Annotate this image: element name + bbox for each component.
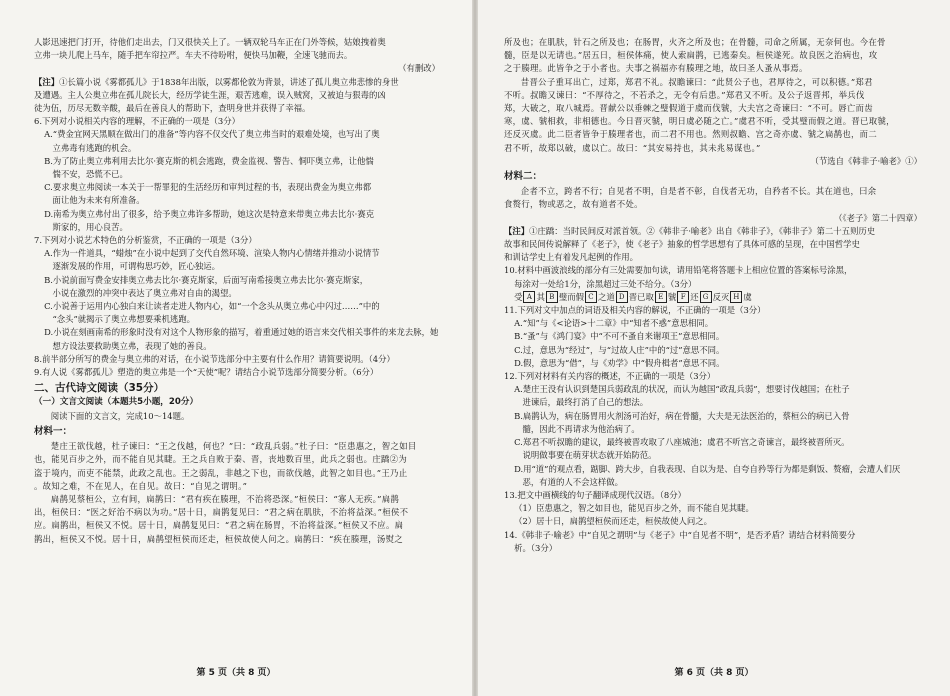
- question-10-stem-cont: 每涂对一处给1分，涂黑超过三处不给分。（3分）: [514, 278, 697, 289]
- answer-slot-h: H: [730, 291, 742, 303]
- question-10-stem: 10.材料中画波浪线的部分有三处需要加句读，请用铅笔将答题卡上相应位置的答案标号涂黑，: [504, 265, 853, 276]
- note-line: 和训诂学史上有着发凡起例的作用。: [504, 252, 638, 263]
- question-9: 9.有人说《雾都孤儿》塑造的奥立弗是一个“天使”呢？请结合小说节选部分简要分析。（6分）: [34, 367, 379, 378]
- classical-line: 楚庄王欲伐越，杜子谏曰：“王之伐越，何也？”曰：“政乱兵弱。”杜子曰：“臣患惠之，智之如目: [50, 441, 417, 452]
- q6-option-c: C.要求奥立弗阅读一本关于一帮罪犯的生活经历和审判过程的书，表现出费金为奥立弗都: [44, 182, 372, 193]
- question-13-stem: 13.把文中画横线的句子翻译成现代汉语。（8分）: [504, 489, 686, 500]
- q7-option-c: C.小说善于运用内心独白来让读者走进人物内心，如“一个念头从奥立弗心中闪过……”中的: [44, 301, 380, 312]
- q6-option-d-cont: 斯家的，用心良苦。: [52, 221, 128, 232]
- q7-option-d-cont: 想方设法要救助奥立弗，表现了她的善良。: [52, 340, 212, 351]
- q11-option-d: D.假，意思为“借”，与《劝学》中“假舟楫者”意思不同。: [514, 357, 725, 368]
- answer-slot-a: A: [523, 291, 535, 303]
- q13-item-2: （2）居十日，扁鹊望桓侯而还走，桓侯故使人问之。: [514, 516, 713, 527]
- q12-option-c-cont: 说明做事要在萌芽状态就开始防范。: [522, 450, 657, 461]
- question-14-cont: 析。（3分）: [514, 542, 558, 553]
- q6-option-b-cont: 惴不安，恐慌不已。: [52, 169, 128, 180]
- answer-slot-b: B: [546, 291, 558, 303]
- q13-item-1: （1）臣患惠之，智之如目也，能见百步之外，而不能自见其睫。: [514, 503, 754, 514]
- section-heading: 二、古代诗文阅读（35分）: [34, 382, 165, 395]
- classical-line: 髓，臣是以无请也。”居五日，桓侯体痛，使人索扁鹊，已逃秦矣。桓侯遂死。故良医之治病也，攻: [504, 50, 878, 61]
- sequence-text: 还: [690, 291, 699, 302]
- classical-line: 也，能见百步之外，而不能自见其睫。王之兵自败于秦、晋，丧地数百里，此兵之弱也。庄蹻②为: [34, 454, 408, 465]
- answer-slot-g: G: [700, 291, 712, 303]
- note-label: 【注】: [504, 225, 530, 236]
- sequence-text: 璧而假: [558, 291, 584, 302]
- note-line: ①长篇小说《雾都孤儿》于1838年出版，以雾都伦敦为背景，讲述了孤儿奥立弗悲惨的身世: [59, 76, 399, 87]
- question-10-answer-sequence: [504, 291, 926, 304]
- sequence-text: 受: [514, 291, 523, 302]
- q6-option-b: B.为了防止奥立弗利用去比尔·赛克斯的机会逃跑，费金监视、警告、恫吓奥立弗，让他惴: [44, 155, 374, 166]
- sequence-text: 虞: [743, 291, 752, 302]
- classical-line: 。故知之难，不在见人，在自见。故曰：“自见之谓明。”: [34, 480, 248, 491]
- q12-option-a: A.楚庄王没有认识到楚国兵弱政乱的状况，而认为越国“政乱兵弱”，想要讨伐越国；在杜子: [514, 384, 850, 395]
- answer-slot-e: E: [655, 291, 667, 303]
- classical-line: 之于腠理。此皆争之于小者也。夫事之祸福亦有腠理之地，故曰圣人蚤从事焉。: [504, 63, 808, 74]
- story-line: 人影迅速把门打开，待他们走出去，门又很快关上了。一辆双轮马车正在门外等候，姑娘拽着奥: [34, 37, 386, 47]
- note-line: 故事和民间传说解释了《老子》，使《老子》抽象的哲学思想有了具体可感的呈现，在中国哲学史: [504, 239, 860, 250]
- classical-line: 不听。叔瞻又谏曰：“不厚待之，不若杀之，无令有后患。”郑君又不听。及公子返晋邦，举兵伐: [504, 89, 865, 100]
- q11-option-b: B.“蚤”与《鸿门宴》中“不可不蚤自来谢项王”意思相同。: [514, 331, 725, 342]
- question-11-stem: 11.下列对文中加点的词语及相关内容的解说，不正确的一项是（3分）: [504, 305, 766, 316]
- left-column: [34, 36, 444, 546]
- subsection-heading: （一）文言文阅读（本题共5小题，20分）: [34, 397, 199, 408]
- material-2-heading: 材料二：: [504, 171, 543, 183]
- q12-option-d: D.用“道”的观点看，踮脚、跨大步，自我表现、自以为是、自夸自矜等行为都是剩饭、赘瘤，会遭人们厌: [514, 463, 901, 474]
- material-1-source: （节选自《韩非子·喻老》①）: [810, 155, 922, 166]
- note-line: ①庄蹻：当时民间反对派首领。②《韩非子·喻老》出自《韩非子》，《韩非子》第二十五则历史: [529, 225, 876, 236]
- page-footer: 第 6 页（共 8 页）: [674, 667, 754, 678]
- q6-option-a: A.“费金宜网天黑顺在做出门的准备”等内容不仅交代了奥立弗当时的艰难处境，也写出了奥: [44, 129, 380, 140]
- q7-option-b-cont: 小说在激烈的冲突中表达了奥立弗对自由的渴望。: [52, 287, 237, 298]
- q6-option-c-cont: 面让他为未来有所准备。: [52, 195, 145, 206]
- q6-option-d: D.南希为奥立弗付出了很多，给予奥立弗许多帮助，她这次是特意来带奥立弗去比尔·赛克: [44, 208, 375, 219]
- material-2-line: 食赘行，物或恶之，故有道者不处。: [504, 199, 643, 210]
- answer-slot-d: D: [616, 291, 628, 303]
- q12-option-a-cont: 进谏后，最终打消了自己的想法。: [522, 397, 649, 408]
- q12-option-d-cont: 恶，有道的人不会这样做。: [522, 476, 623, 487]
- q12-option-b-cont: 髓，因此不再请求为他治病了。: [522, 423, 640, 434]
- q7-option-b: B.小说前面写费金安排奥立弗去比尔·赛克斯家，后面写南希接奥立弗去比尔·赛克斯家，: [44, 274, 369, 285]
- page-left: [0, 0, 472, 696]
- q6-option-a-cont: 立弗毒有逃跑的机会。: [52, 142, 137, 153]
- classical-line: 寒，虞、虢相救，非相德也。今日晋灭虢，明日虞必随之亡。”虞君不听，受其璧而假之道。晋已取虢，: [504, 116, 895, 127]
- question-14: 14.《韩非子·喻老》中“自见之谓明”与《老子》中“自见者不明”，是否矛盾？请结合材料简要分: [504, 529, 856, 540]
- sequence-text: 反灭: [712, 291, 730, 302]
- sequence-text: 虢: [667, 291, 677, 302]
- material-1-heading: 材料一：: [34, 425, 73, 437]
- story-line: 立弗一块儿爬上马车，随手把车帘拉严。车夫不待吩咐，便快马加鞭，全速飞驰而去。: [34, 50, 353, 61]
- classical-line: 昔晋公子重耳出亡，过郑，郑君不礼。叔瞻谏曰：“此贤公子也，君厚待之，可以积德。”郑君: [520, 76, 873, 87]
- question-12-stem: 12.下列对材料有关内容的概述，不正确的一项是（3分）: [504, 371, 716, 382]
- q11-option-a: A.“知”与《<论语>十二章》中“知者不惑”意思相同。: [514, 318, 714, 329]
- sequence-text: 晋已取: [628, 291, 654, 302]
- note-line: 及遭遇。主人公奥立弗在孤儿院长大，经历学徒生涯，艰苦逃难，误入贼窝，又被迫与狠毒的凶: [34, 89, 386, 100]
- answer-slot-c: C: [585, 291, 597, 303]
- page-footer: 第 5 页（共 8 页）: [196, 667, 276, 678]
- note-label: 【注】: [34, 76, 60, 87]
- classical-line: 出，桓侯曰：“医之好治不病以为功。”居十日，扁鹊复见曰：“君之病在肌肤，不治将益深。”桓侯不: [34, 507, 409, 518]
- sequence-text: 之道: [597, 291, 615, 302]
- note-line: 徒为伍，历尽无数辛酸，最后在善良人的帮助下，查明身世并获得了幸福。: [34, 103, 311, 114]
- q7-option-c-cont: “念头”就揭示了奥立弗想要乘机逃跑。: [52, 314, 196, 325]
- question-6-stem: 6.下列对小说相关内容的理解，不正确的一项是（3分）: [34, 116, 240, 127]
- story-source: （有删改）: [398, 63, 440, 74]
- q7-option-d: D.小说在刻画南希的形象时没有对这个人物形象的描写，着重通过她的语言来交代相关事件的来龙去脉，她: [44, 327, 439, 338]
- material-2-line: 企者不立，跨者不行；自见者不明，自是者不彰，自伐者无功，自矜者不长。其在道也，曰余: [520, 186, 877, 197]
- classical-line: 还反灭虞。此二臣者皆争于腠理者也，而二君不用也。然则叔瞻、宫之奇亦虞、虢之扁鹊也，而二: [504, 129, 878, 140]
- classical-line: 扁鹊见蔡桓公，立有间，扁鹊曰：“君有疾在腠理，不治将恐深。”桓侯曰：“寡人无疾。”扁鹊: [50, 493, 400, 504]
- classical-line: 盗于境内，而吏不能禁，此政之乱也。王之弱乱，非越之下也，而欲伐越，此智之如目也。”王乃止: [34, 467, 408, 478]
- classical-line: 君不听，故郑以破，虞以亡。故曰：“其安易持也，其未兆易谋也。”: [504, 142, 761, 153]
- answer-slot-f: F: [677, 291, 689, 303]
- classical-line: 鹊出，桓侯又不悦。居十日，扁鹊望桓侯而还走，桓侯故使人问之。扁鹊曰：“疾在腠理，汤熨之: [34, 533, 403, 544]
- classical-line: 所及也；在肌肤，针石之所及也；在肠胃，火齐之所及也；在骨髓，司命之所属，无奈何也。今在骨: [504, 37, 886, 47]
- question-7-stem: 7.下列对小说艺术特色的分析鉴赏，不正确的一项是（3分）: [34, 235, 257, 246]
- q12-option-c: C.郑君不听叔瞻的建议，最终被晋攻取了八座城池；虞君不听宫之奇谏言，最终被晋所灭。: [514, 437, 850, 448]
- right-column: [504, 36, 926, 555]
- q12-option-b: B.扁鹊认为，病在肠胃用火剂汤可治好，病在骨髓，大夫是无法医治的，蔡桓公的病已入骨: [514, 410, 850, 421]
- classical-line: 应。扁鹊出，桓侯又不悦。居十日，扁鹊复见曰：“君之病在肠胃，不治将益深。”桓侯又不应。扁: [34, 520, 404, 531]
- page-right: [478, 0, 950, 696]
- q11-option-c: C.过，意思为“经过”，与“过故人庄”中的“过”意思不同。: [514, 344, 725, 355]
- instruction: 阅读下面的文言文，完成10～14题。: [50, 410, 190, 421]
- material-2-source: （《老子》第二十四章）: [834, 212, 922, 223]
- classical-line: 郑，大破之，取八城焉。晋献公以垂棘之璧假道于虞而伐虢，大夫宫之奇谏曰：“不可。唇亡而齿: [504, 103, 873, 114]
- sequence-text: 其: [536, 291, 545, 302]
- q7-option-a: A.作为一件道具，“蜡烛”在小说中起到了交代自然环境、渲染人物内心情绪并推动小说情节: [44, 248, 380, 259]
- q7-option-a-cont: 逐渐发展的作用，可谓构思巧妙，匠心独运。: [52, 261, 220, 272]
- question-8: 8.前半部分所写的费金与奥立弗的对话，在小说节选部分中主要有什么作用？请简要说明。（4分）: [34, 353, 395, 364]
